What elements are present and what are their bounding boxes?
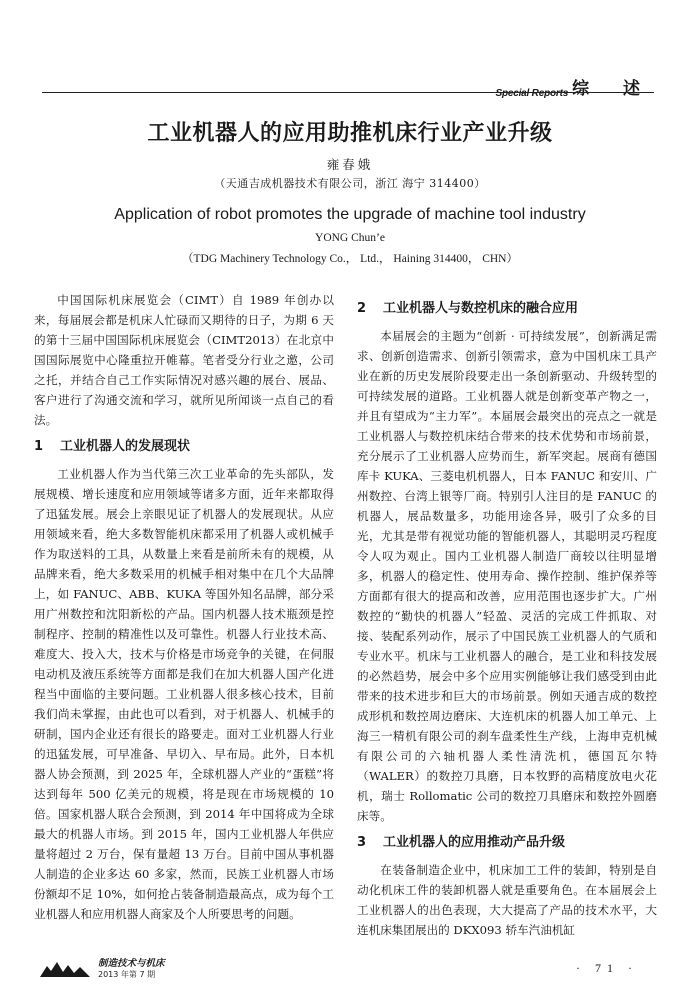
section-3-number: 3 (357, 835, 367, 850)
right-column (357, 298, 657, 940)
section-2-paragraph: 本届展会的主题为“创新 · 可持续发展”，创新满足需求、创新创造需求、创新引领需求，意为中国机床工具产业在新的历史发展阶段要走出一条创新驱动、升级转型的可持续发展的道路。工业机器人就是创新变革产物之一，并且有望成为“主力军”。本届展会最突出的亮点之一就是工业机器人与数控机床结合带来的技术优势和市场前景，充分展示了工业机器人应势而生，新军突起。展商有德国库卡 KUKA、三菱电机机器人，日本 FANUC 和安川、广州数控、台湾上银等厂商。特别引人注目的是 FANUC 的机器人，展品数量多，功能用途各异，吸引了众多的目光，尤其是带有视觉功能的智能机器人，其聪明灵巧程度令人叹为观止。国内工业机器人制造厂商较以往明显增多，机器人的稳定性、使用寿命、操作控制、维护保养等方面都有很大的提高和改善，应用范围也逐步扩大。广州数控的“勤快的机器人”轻盈、灵活的完成工件抓取、对接、装配系列动作，展示了中国民族工业机器人的气质和专业水平。机床与工业机器人的融合，是工业和科技发展的必然趋势，展会中多个应用实例能够让我们感受到由此带来的技术进步和巨大的市场前景。例如天通吉成的数控成形机和数控周边磨床、大连机床的机器人加工单元、上海三一精机有限公司的刹车盘柔性生产线，上海申克机械有限公司的六轴机器人柔性清洗机，德国瓦尔特（WALER）的数控刀具磨，日本牧野的高精度放电火花机，瑞士 Rollomatic 公司的数控刀具磨床和数控外圆磨床等。 (357, 329, 657, 823)
magazine-footer (40, 958, 165, 980)
author-en: YONG Chun’e (315, 232, 385, 244)
section-3-heading (357, 832, 657, 854)
section-label-zh: 综 述 (572, 79, 654, 99)
section-2-number: 2 (357, 301, 367, 316)
magazine-name: 制造技术与机床 (98, 958, 165, 969)
section-header (495, 74, 654, 99)
header-rule (42, 92, 654, 93)
section-label-en: Special Reports (495, 88, 569, 99)
section-2-title: 工业机器人与数控机床的融合应用 (383, 301, 579, 316)
article-title-en: Application of robot promotes the upgrade of machine tool industry (114, 206, 586, 223)
left-column (34, 290, 334, 924)
article-title-zh: 工业机器人的应用助推机床行业产业升级 (147, 121, 553, 146)
author-zh: 雍春娥 (326, 157, 374, 172)
section-3-title: 工业机器人的应用推动产品升级 (383, 835, 566, 850)
section-1-heading (34, 436, 334, 458)
affiliation-zh: （天通吉成机器技术有限公司，浙江 海宁 314400） (214, 177, 486, 190)
section-2-heading (357, 298, 657, 320)
affiliation-en: （TDG Machinery Technology Co.， Ltd.， Haining 314400， CHN） (182, 253, 518, 265)
section-1-number: 1 (34, 439, 44, 454)
section-1-title: 工业机器人的发展现状 (60, 439, 191, 454)
mountain-logo-icon (40, 960, 90, 978)
page-number: · 71 · (576, 961, 638, 975)
intro-paragraph: 中国国际机床展览会（CIMT）自 1989 年创办以来，每届展会都是机床人忙碌而又期待的日子，为期 6 天的第十三届中国国际机床展览会（CIMT2013）在北京中国国际展览中心隆重拉开帷幕。笔者受分行业之邀，公司之托，并结合自己工作实际情况对感兴趣的展台、展品、客户进行了沟通交流和学习，就所见所闻谈一点自己的看法。 (34, 293, 334, 427)
section-3-paragraph: 在装备制造企业中，机床加工工件的装卸，特别是自动化机床工件的装卸机器人就是重要角色。在本届展会上工业机器人的出色表现，大大提高了产品的技术水平，大连机床集团展出的 DKX093 轿车汽油机缸 (357, 863, 657, 937)
section-1-paragraph: 工业机器人作为当代第三次工业革命的先头部队，发展规模、增长速度和应用领域等诸多方面，近年来都取得了迅猛发展。展会上亲眼见证了机器人的发展现状。从应用领域来看，绝大多数智能机床都采用了机器人或机械手作为取送料的工具，从数量上来看是前所未有的规模，从品牌来看，绝大多数采用的机械手相对集中在几个大品牌上，如 FANUC、ABB、KUKA 等国外知名品牌，部分采用广州数控和沈阳新松的产品。国内机器人技术瓶颈是控制程序、控制的精准性以及可靠性。机器人行业技术高、难度大、投入大，技术与价格是市场竞争的关键，在伺服电动机及液压系统等方面都是我们在加大机器人国产化进程当中面临的主要问题。工业机器人很多核心技术，目前我们尚未掌握，由此也可以看到，对于机器人、机械手的研制，国内企业还有很长的路要走。面对工业机器人行业的迅猛发展，可早准备、早切入、早布局。此外，日本机器人协会预测，到 2025 年，全球机器人产业的“蛋糕”将达到每年 500 亿美元的规模，将是现在市场规模的 10 倍。国家机器人联合会预测，到 2014 年中国将成为全球最大的机器人市场。到 2015 年，国内工业机器人年供应量将超过 2 万台，保有量超 13 万台。目前中国从事机器人制造的企业多达 60 多家，然而，民族工业机器人市场份额却不足 10%，如何抢占装备制造最高点，成为每个工业机器人和应用机器人商家及个人所要思考的问题。 (34, 467, 334, 921)
issue-label: 2013 年第 7 期 (98, 970, 156, 979)
